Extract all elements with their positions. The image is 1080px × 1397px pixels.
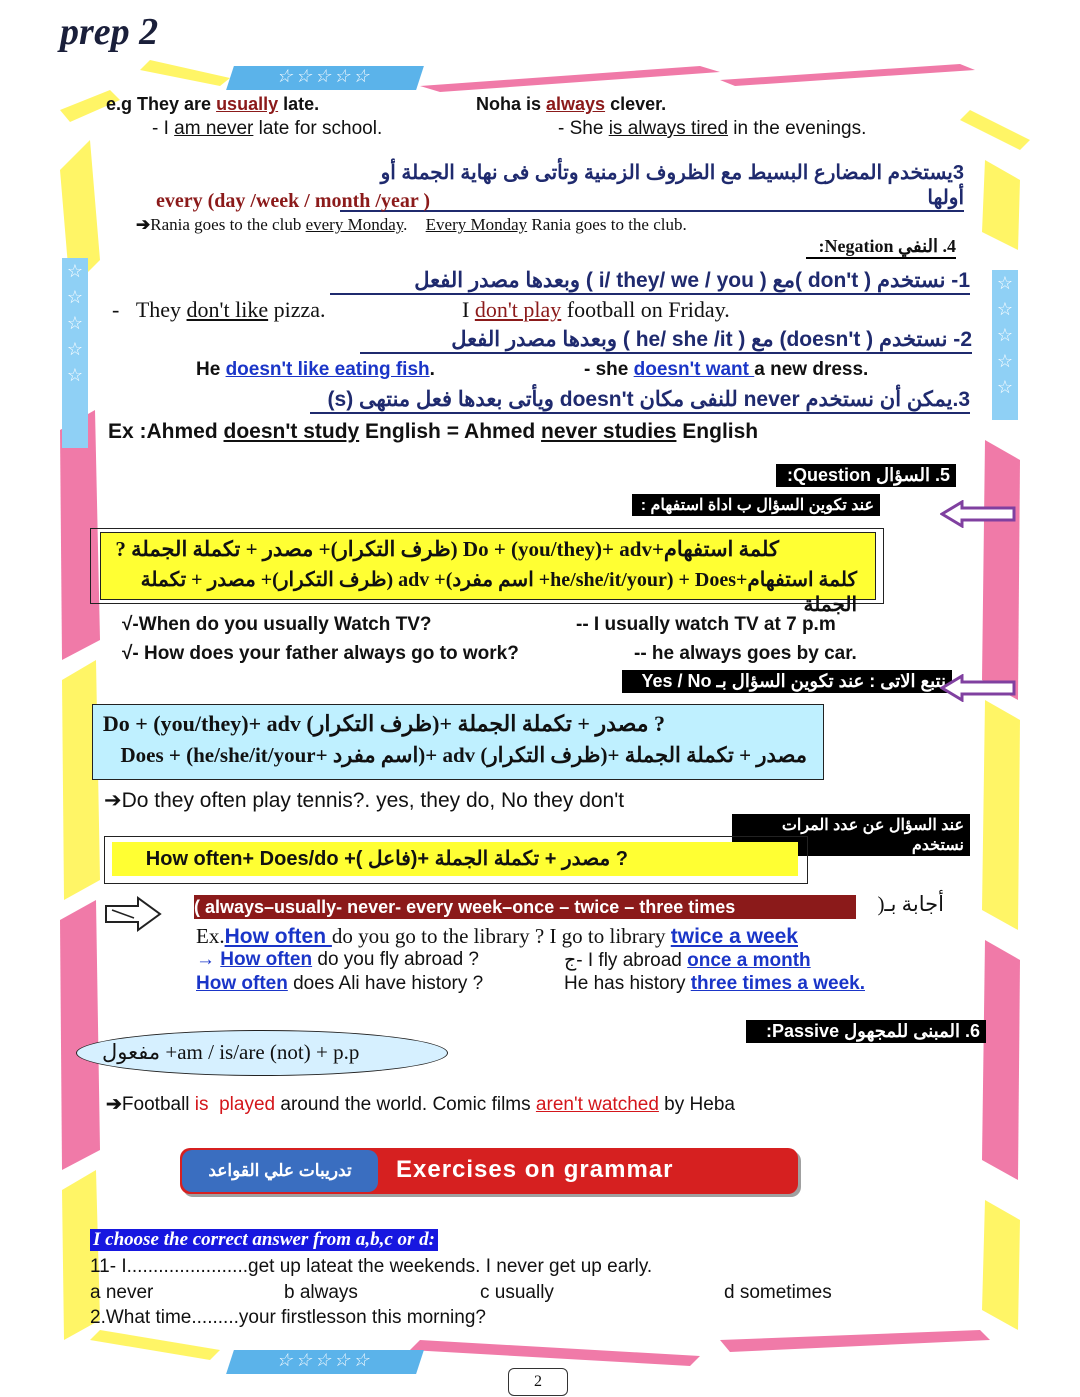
how-often-box	[112, 842, 798, 876]
right-yellow-ribbon-2	[982, 700, 1020, 930]
exercises-banner-english: Exercises on grammar	[396, 1156, 674, 1183]
left-yellow-ribbon-2	[62, 660, 100, 900]
option-a: a never	[90, 1282, 154, 1303]
option-b: b always	[284, 1282, 358, 1303]
how-often-example-5: He has history three times a week.	[564, 973, 865, 994]
negation-rule-3: 3.يمكن أن نستخدم never للنفى مكان doesn't ويأتى بعدها فعل منتهى (s)	[310, 387, 970, 414]
left-arrow-icon	[940, 500, 1016, 528]
yes-no-formula-box	[92, 704, 824, 780]
how-often-formula: How often+ Does/do +( فاعل)+ مصدر + تكملة الجملة ?	[145, 848, 628, 870]
yes-no-formula-2: Does + (he/she/it/your+ اسم مفرد)+ adv (ظرف التكرار)+ مصدر + تكملة الجملة	[120, 743, 807, 767]
wh-question-2: √- How does your father always go to work?	[122, 643, 519, 664]
bottom-yellow-ribbon	[90, 1330, 220, 1360]
how-often-example-4: How often does Ali have history ?	[196, 973, 484, 994]
exercise-question-11: 11- I.......................get up lateat the weekends. I never get up early.	[90, 1256, 653, 1277]
corner-yellow-ribbon-r	[960, 110, 1030, 150]
yes-no-formula-1: Do + (you/they)+ adv (ظرف التكرار)+ مصدر + تكملة الجملة ?	[102, 711, 665, 736]
negation-example-1: - They don't like pizza.	[112, 297, 326, 322]
adverb-example-4: - She is always tired in the evenings.	[558, 118, 867, 139]
bottom-pink-ribbon	[410, 1340, 700, 1366]
wh-formula-2: كلمة استفهام+Does + (he/she/it/your+ اسم مفرد)+ adv (ظرف التكرار)+ مصدر + تكملة الجملة	[140, 569, 857, 616]
right-star-band: ☆ ☆ ☆ ☆ ☆	[992, 270, 1018, 420]
wh-formula-box	[100, 532, 876, 616]
top-pink-ribbon-2	[720, 64, 975, 86]
exercises-banner-arabic: تدريبات علي القواعد	[182, 1150, 378, 1192]
left-star-band: ☆ ☆ ☆ ☆ ☆	[62, 258, 88, 448]
section3-heading: 3يستخدم المضارع البسيط مع الظروف الزمنية وتأتى فى نهاية الجملة أو أولها	[340, 160, 964, 212]
question-label: 5. السؤال Question:	[776, 464, 956, 487]
page-title: prep 2	[60, 11, 159, 53]
option-c: c usually	[480, 1282, 554, 1303]
right-arrow-icon	[104, 896, 162, 932]
yes-no-tag: نتبع الاتى : عند تكوين السؤال بـ Yes / No	[622, 670, 952, 693]
wh-question-1: √-When do you usually Watch TV?	[122, 614, 432, 635]
right-yellow-ribbon-3	[982, 1200, 1020, 1330]
right-pink-ribbon-2	[982, 940, 1020, 1180]
answer-tag: أجابة بـ(	[877, 892, 944, 916]
wh-formula-1: كلمة استفهام+Do + (you/they)+ adv (ظرف التكرار)+ مصدر + تكملة الجملة ?	[115, 537, 779, 561]
how-often-example-3: ج- I fly abroad once a month	[564, 950, 811, 971]
negation-rule-1: 1- نستخدم ( don't )مع ( i/ they/ we / you ) وبعدها مصدر الفعل	[330, 268, 970, 295]
left-pink-ribbon-2	[60, 900, 100, 1170]
answer-adverb-list: ( always–usually- never- every week–once – twice – three times	[194, 895, 856, 919]
passive-formula: مفعول +am / is/are (not) + p.p	[102, 1040, 360, 1064]
bottom-star-band: ☆☆☆☆☆	[226, 1350, 424, 1374]
right-pink-ribbon	[982, 440, 1020, 700]
right-yellow-ribbon	[982, 160, 1020, 250]
wh-answer-1: -- I usually watch TV at 7 p.m	[576, 614, 836, 635]
top-pink-ribbon	[420, 66, 720, 92]
how-often-example-1: Ex.How often do you go to the library ? I go to library twice a week	[196, 924, 798, 948]
passive-example: ➔Football is played around the world. Comic films aren't watched by Heba	[106, 1094, 735, 1115]
section3-example: ➔Rania goes to the club every Monday. Every Monday Rania goes to the club.	[136, 215, 687, 234]
negation-rule-2: 2- نستخدم ( doesn't) مع ( he/ she /it ) وبعدها مصدر الفعل	[360, 327, 972, 354]
wh-question-tag: عند تكوين السؤال ب اداة استفهام :	[632, 494, 880, 516]
every-phrase: every (day /week / month /year )	[156, 190, 431, 212]
exercise-question-2: 2.What time.........your firstlesson this morning?	[90, 1307, 486, 1328]
adverb-example-1: e.g They are usually late.	[106, 94, 320, 114]
how-often-example-2: → How often do you fly abroad ?	[196, 949, 479, 970]
adverb-example-3: - I am never late for school.	[152, 118, 383, 139]
option-d: d sometimes	[724, 1282, 832, 1303]
negation-example-5: Ex :Ahmed doesn't study English = Ahmed never studies English	[108, 420, 759, 443]
page-number: 2	[508, 1368, 568, 1396]
adverb-example-2: Noha is always clever.	[476, 94, 667, 114]
left-arrow-icon-2	[940, 674, 1016, 702]
negation-label: 4. النفي Negation:	[806, 236, 956, 259]
frequency-question-tag: عند السؤال عن عدد المرات نستخدم	[732, 814, 970, 856]
bottom-pink-ribbon-2	[720, 1330, 990, 1352]
exercise-instruction: I choose the correct answer from a,b,c or d:	[90, 1229, 438, 1251]
negation-example-2: I don't play football on Friday.	[462, 297, 730, 322]
yes-no-example: ➔Do they often play tennis?. yes, they do, No they don't	[104, 789, 625, 812]
negation-example-4: - she doesn't want a new dress.	[584, 359, 869, 380]
top-star-band: ☆☆☆☆☆	[226, 66, 424, 90]
top-yellow-ribbon	[140, 60, 230, 86]
negation-example-3: He doesn't like eating fish.	[196, 359, 435, 380]
passive-label: 6. المبنى للمجهول Passive:	[746, 1020, 986, 1043]
wh-answer-2: -- he always goes by car.	[634, 643, 857, 664]
